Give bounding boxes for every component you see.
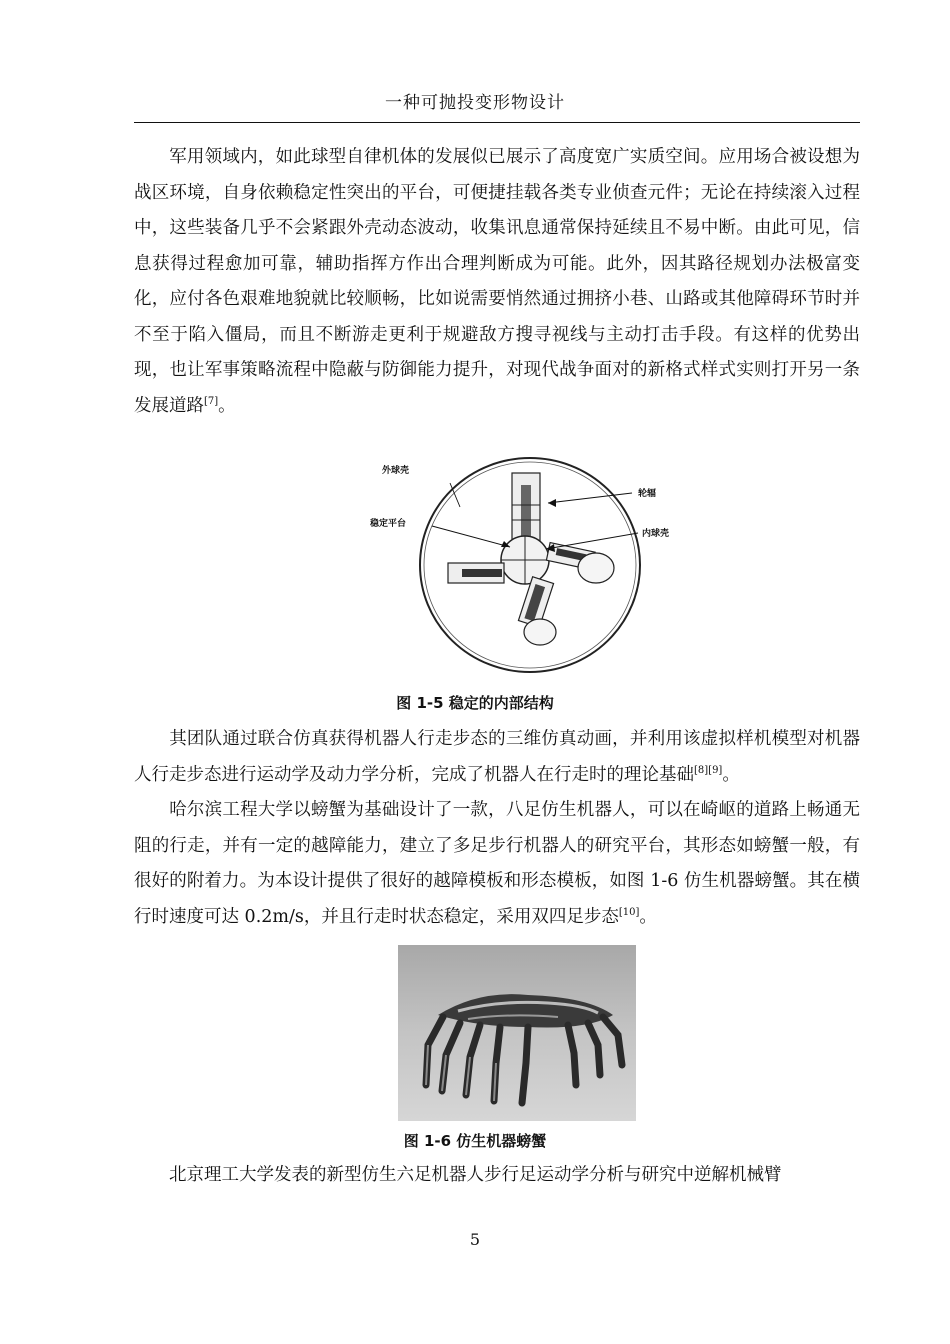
figure-1-6-caption: 图 1-6 仿生机器螃蟹 (403, 1132, 547, 1150)
running-header: 一种可抛投变形物设计 (385, 93, 565, 113)
paragraph-3-text: 哈尔滨工程大学以螃蟹为基础设计了一款，八足仿生机器人，可以在崎岖的道路上畅通无阻的行走，并有一定的越障能力，建立了多足步行机器人的研究平台，其形态如螃蟹一般，有很好的附着力。为本设计提供了很好的越障模板和形态模板，如图 1-6 仿生机器螃蟹。其在横行时速度可达 0.2m/s，并且行走时状态稳定，采用双四足步态 (134, 800, 860, 927)
figure-stable-structure (370, 455, 690, 677)
paragraph-2-end: 。 (722, 764, 740, 785)
label-outer-shell: 外球壳 (382, 466, 410, 476)
label-inner-shell: 内球壳 (642, 529, 670, 539)
figure-bionic-crab-photo (398, 945, 636, 1121)
page-number: 5 (469, 1230, 481, 1249)
label-stable-platform: 稳定平台 (370, 519, 407, 529)
label-spoke: 轮辐 (638, 489, 657, 499)
figure-1-5-caption: 图 1-5 稳定的内部结构 (396, 694, 554, 712)
paragraph-1-text: 军用领域内，如此球型自律机体的发展似已展示了高度宽广实质空间。应用场合被设想为战区环境，自身依赖稳定性突出的平台，可便捷挂载各类专业侦查元件；无论在持续滚入过程中，这些装备几乎不会紧跟外壳动态波动，收集讯息通常保持延续且不易中断。由此可见，信息获得过程愈加可靠，辅助指挥方作出合理判断成为可能。此外，因其路径规划办法极富变化，应付各色艰难地貌就比较顺畅，比如说需要悄然通过拥挤小巷、山路或其他障碍环节时并不至于陷入僵局，而且不断游走更利于规避敌方搜寻视线与主动打击手段。有这样的优势出现，也让军事策略流程中隐蔽与防御能力提升，对现代战争面对的新格式样式实则打开另一条发展道路 (134, 147, 860, 416)
paragraph-4 (134, 1158, 860, 1194)
paragraph-3-end: 。 (639, 906, 657, 927)
paragraph-1 (134, 140, 860, 424)
citation-7: [7] (204, 395, 219, 407)
header-rule (134, 122, 860, 123)
paragraph-1-end: 。 (218, 395, 236, 416)
citation-8-9: [8][9] (694, 764, 723, 776)
citation-10: [10] (618, 906, 640, 918)
paragraph-4-text: 北京理工大学发表的新型仿生六足机器人步行足运动学分析与研究中逆解机械臂 (169, 1165, 782, 1185)
paragraph-3 (134, 793, 860, 935)
paragraph-2 (134, 722, 860, 793)
paragraph-2-text: 其团队通过联合仿真获得机器人行走步态的三维仿真动画，并利用该虚拟样机模型对机器人行走步态进行运动学及动力学分析，完成了机器人在行走时的理论基础 (134, 729, 860, 785)
